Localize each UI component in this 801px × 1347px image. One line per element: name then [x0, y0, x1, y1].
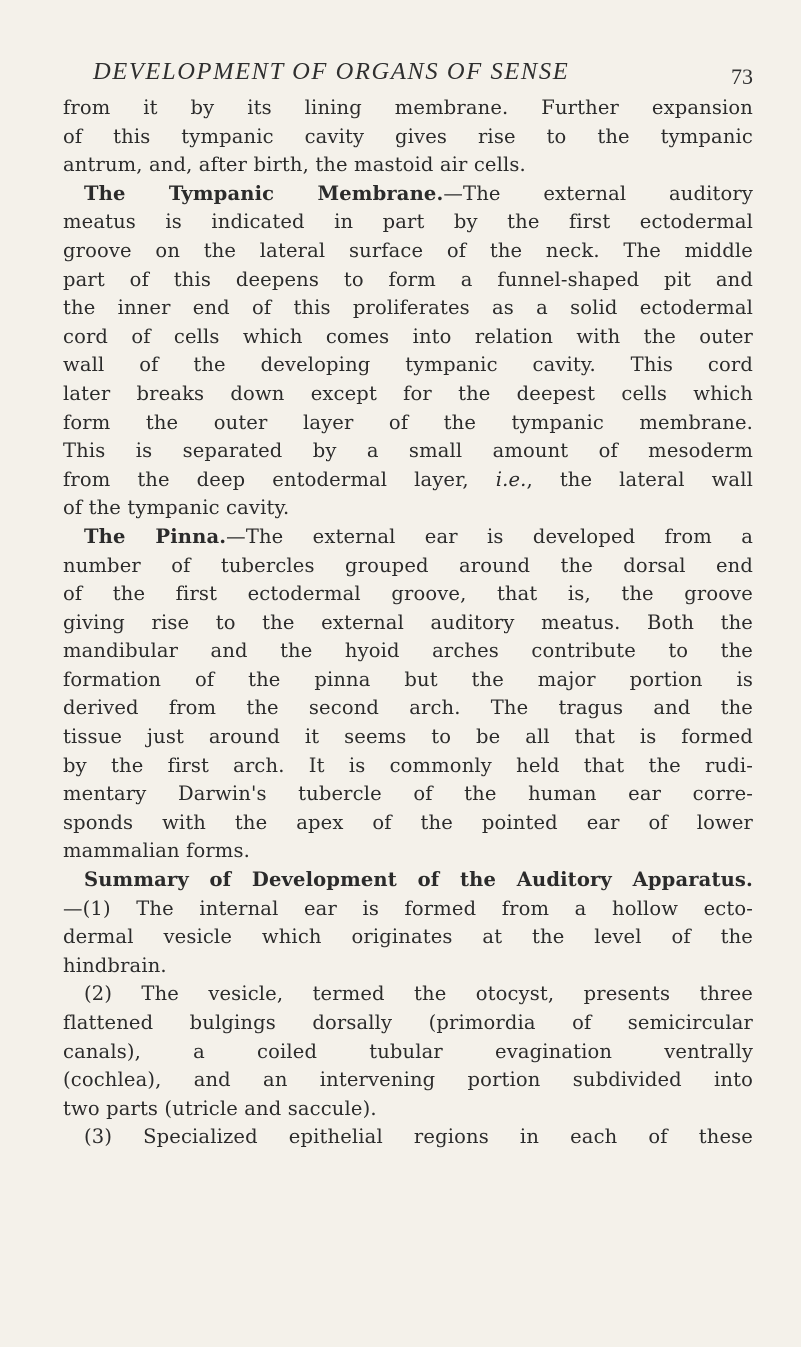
- text-line: [63, 866, 753, 895]
- text-line: meatus is indicated in part by the first ectodermal: [63, 210, 753, 234]
- section-heading-pinna: The Pinna.: [84, 524, 227, 548]
- text-line: derived from the second arch. The tragus and the: [63, 696, 753, 720]
- body-text: [63, 94, 753, 1152]
- text-line: the inner end of this proliferates as a solid ectodermal: [63, 296, 753, 320]
- text-line: form the outer layer of the tympanic membrane.: [63, 410, 753, 434]
- text-line: sponds with the apex of the pointed ear of lower: [63, 810, 753, 834]
- text-line: (cochlea), and an intervening portion subdivided into: [63, 1068, 753, 1092]
- text-line: later breaks down except for the deepest cells which: [63, 381, 753, 405]
- text-line: The Tympanic Membrane.—The external auditory: [84, 181, 754, 205]
- text-line: groove on the lateral surface of the neck. The middle: [63, 238, 753, 262]
- text-line: The Pinna.—The external ear is developed from a: [84, 524, 753, 548]
- text-line: of the first ectodermal groove, that is, the groove: [63, 582, 753, 606]
- text-line: canals), a coiled tubular evagination ventrally: [63, 1039, 753, 1063]
- italic-abbreviation: i.e.: [495, 467, 527, 491]
- running-head: [63, 50, 753, 94]
- text-line: flattened bulgings dorsally (primordia of semicircular: [63, 1011, 753, 1034]
- text-line: dermal vesicle which originates at the level of the: [63, 925, 753, 949]
- text-line: antrum, and, after birth, the mastoid air cells.: [63, 153, 526, 177]
- text-line: formation of the pinna but the major portion is: [63, 667, 753, 691]
- text-line: giving rise to the external auditory meatus. Both the: [63, 610, 753, 634]
- text-line: from it by its lining membrane. Further expansion: [63, 96, 753, 119]
- section-heading-summary: Summary of Development of the Auditory Apparatus.: [84, 868, 753, 892]
- text-line: mandibular and the hyoid arches contribute to the: [63, 639, 753, 663]
- text-line: mammalian forms.: [63, 839, 250, 863]
- text-line: (3) Specialized epithelial regions in each of these: [84, 1125, 753, 1149]
- text-line: from the deep entodermal layer, i.e., the lateral wall: [63, 467, 753, 491]
- text-line: number of tubercles grouped around the dorsal end: [63, 553, 753, 577]
- section-heading-tympanic-membrane: The Tympanic Membrane.: [84, 181, 444, 205]
- text-line: wall of the developing tympanic cavity. This cord: [63, 353, 753, 377]
- text-line: tissue just around it seems to be all that is formed: [63, 725, 753, 749]
- text-line: by the first arch. It is commonly held that the rudi-: [63, 753, 753, 777]
- text-line: two parts (utricle and saccule).: [63, 1096, 377, 1120]
- text-line: cord of cells which comes into relation with the outer: [63, 324, 753, 348]
- text-line: of this tympanic cavity gives rise to the tympanic: [63, 124, 753, 148]
- running-head-title: DEVELOPMENT OF ORGANS OF SENSE: [93, 58, 570, 85]
- text-line: hindbrain.: [63, 953, 167, 977]
- text-line: (2) The vesicle, termed the otocyst, presents three: [84, 982, 753, 1006]
- text-line: mentary Darwin's tubercle of the human ear corre-: [63, 782, 753, 806]
- text-line: This is separated by a small amount of mesoderm: [63, 439, 753, 463]
- text-line: —(1) The internal ear is formed from a hollow ecto-: [63, 896, 753, 920]
- text-line: part of this deepens to form a funnel-shaped pit and: [63, 267, 753, 291]
- page-number: 73: [731, 64, 753, 89]
- text-line: of the tympanic cavity.: [63, 496, 290, 520]
